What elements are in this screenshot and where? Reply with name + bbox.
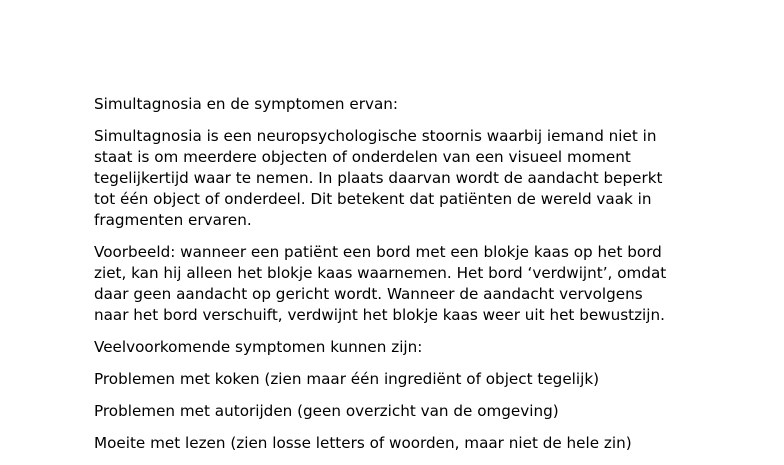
text-line: tegelijkertijd waar te nemen. In plaats daarvan wordt de aandacht beperkt	[94, 169, 663, 187]
paragraph-definition	[94, 126, 714, 231]
text-line: Veelvoorkomende symptomen kunnen zijn:	[94, 338, 423, 356]
text-line: Simultagnosia is een neuropsychologische stoornis waarbij iemand niet in	[94, 127, 657, 145]
heading-text: Simultagnosia en de symptomen ervan:	[94, 95, 398, 113]
text-line: staat is om meerdere objecten of onderdelen van een visueel moment	[94, 148, 631, 166]
symptom-item	[94, 401, 714, 422]
text-line: naar het bord verschuift, verdwijnt het blokje kaas weer uit het bewustzijn.	[94, 306, 665, 324]
symptoms-intro	[94, 337, 714, 358]
text-line: Moeite met lezen (zien losse letters of woorden, maar niet de hele zin)	[94, 434, 632, 452]
text-line: Problemen met autorijden (geen overzicht van de omgeving)	[94, 402, 559, 420]
text-line: daar geen aandacht op gericht wordt. Wanneer de aandacht vervolgens	[94, 285, 643, 303]
paragraph-example	[94, 242, 714, 326]
text-line: ziet, kan hij alleen het blokje kaas waarnemen. Het bord ‘verdwijnt’, omdat	[94, 264, 667, 282]
text-line: Problemen met koken (zien maar één ingrediënt of object tegelijk)	[94, 370, 600, 388]
text-line: tot één object of onderdeel. Dit betekent dat patiënten de wereld vaak in	[94, 190, 652, 208]
symptom-item	[94, 369, 714, 390]
text-line: Voorbeeld: wanneer een patiënt een bord met een blokje kaas op het bord	[94, 243, 662, 261]
symptom-item	[94, 433, 714, 454]
text-line: fragmenten ervaren.	[94, 211, 252, 229]
document-heading	[94, 94, 714, 115]
document-body	[94, 94, 714, 465]
